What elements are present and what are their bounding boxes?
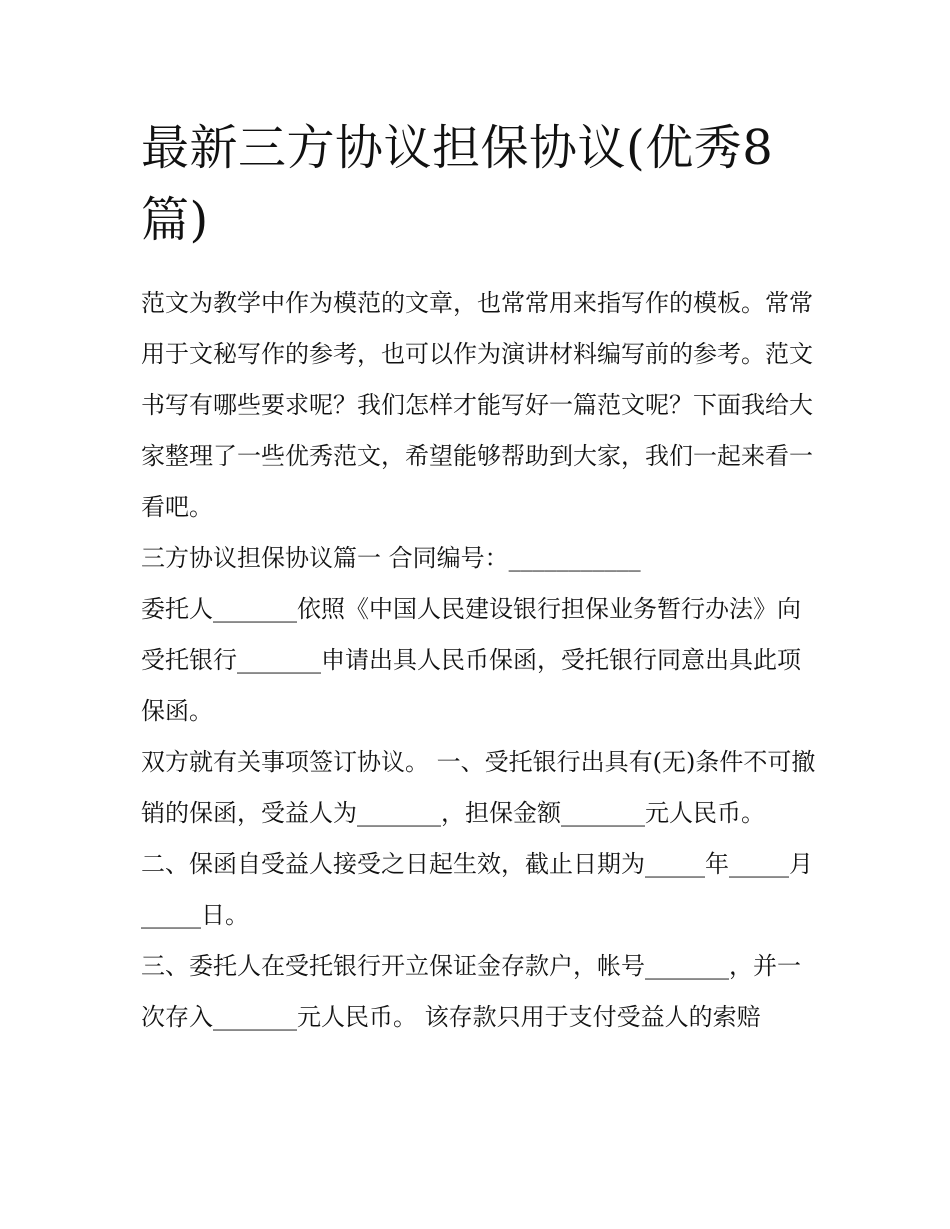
paragraph-intro: 范文为教学中作为模范的文章，也常常用来指写作的模板。常常用于文秘写作的参考，也可以作为演讲材料编写前的参考。范文书写有哪些要求呢？我们怎样才能写好一篇范文呢？下面我给大家整理了一些优秀范文，希望能够帮助到大家，我们一起来看一看吧。 bbox=[141, 289, 813, 521]
paragraph-clause-two: 二、保函自受益人接受之日起生效，截止日期为_____年_____月_____日。 bbox=[141, 850, 813, 929]
document-title: 最新三方协议担保协议(优秀8篇) bbox=[141, 120, 774, 248]
paragraph-clause-one: 双方就有关事项签订协议。 一、受托银行出具有(无)条件不可撤销的保函，受益人为_______，担保金额_______元人民币。 bbox=[141, 748, 816, 827]
paragraph-entrustment: 委托人_______依照《中国人民建设银行担保业务暂行办法》向受托银行_______申请出具人民币保函，受托银行同意出具此项保函。 bbox=[141, 595, 801, 725]
paragraph-clause-three: 三、委托人在受托银行开立保证金存款户，帐号_______，并一次存入_______元人民币。 该存款只用于支付受益人的索赔 bbox=[141, 952, 801, 1031]
document-content bbox=[141, 112, 821, 1043]
paragraph-contract-number: 三方协议担保协议篇一 合同编号：___________ bbox=[141, 544, 641, 572]
